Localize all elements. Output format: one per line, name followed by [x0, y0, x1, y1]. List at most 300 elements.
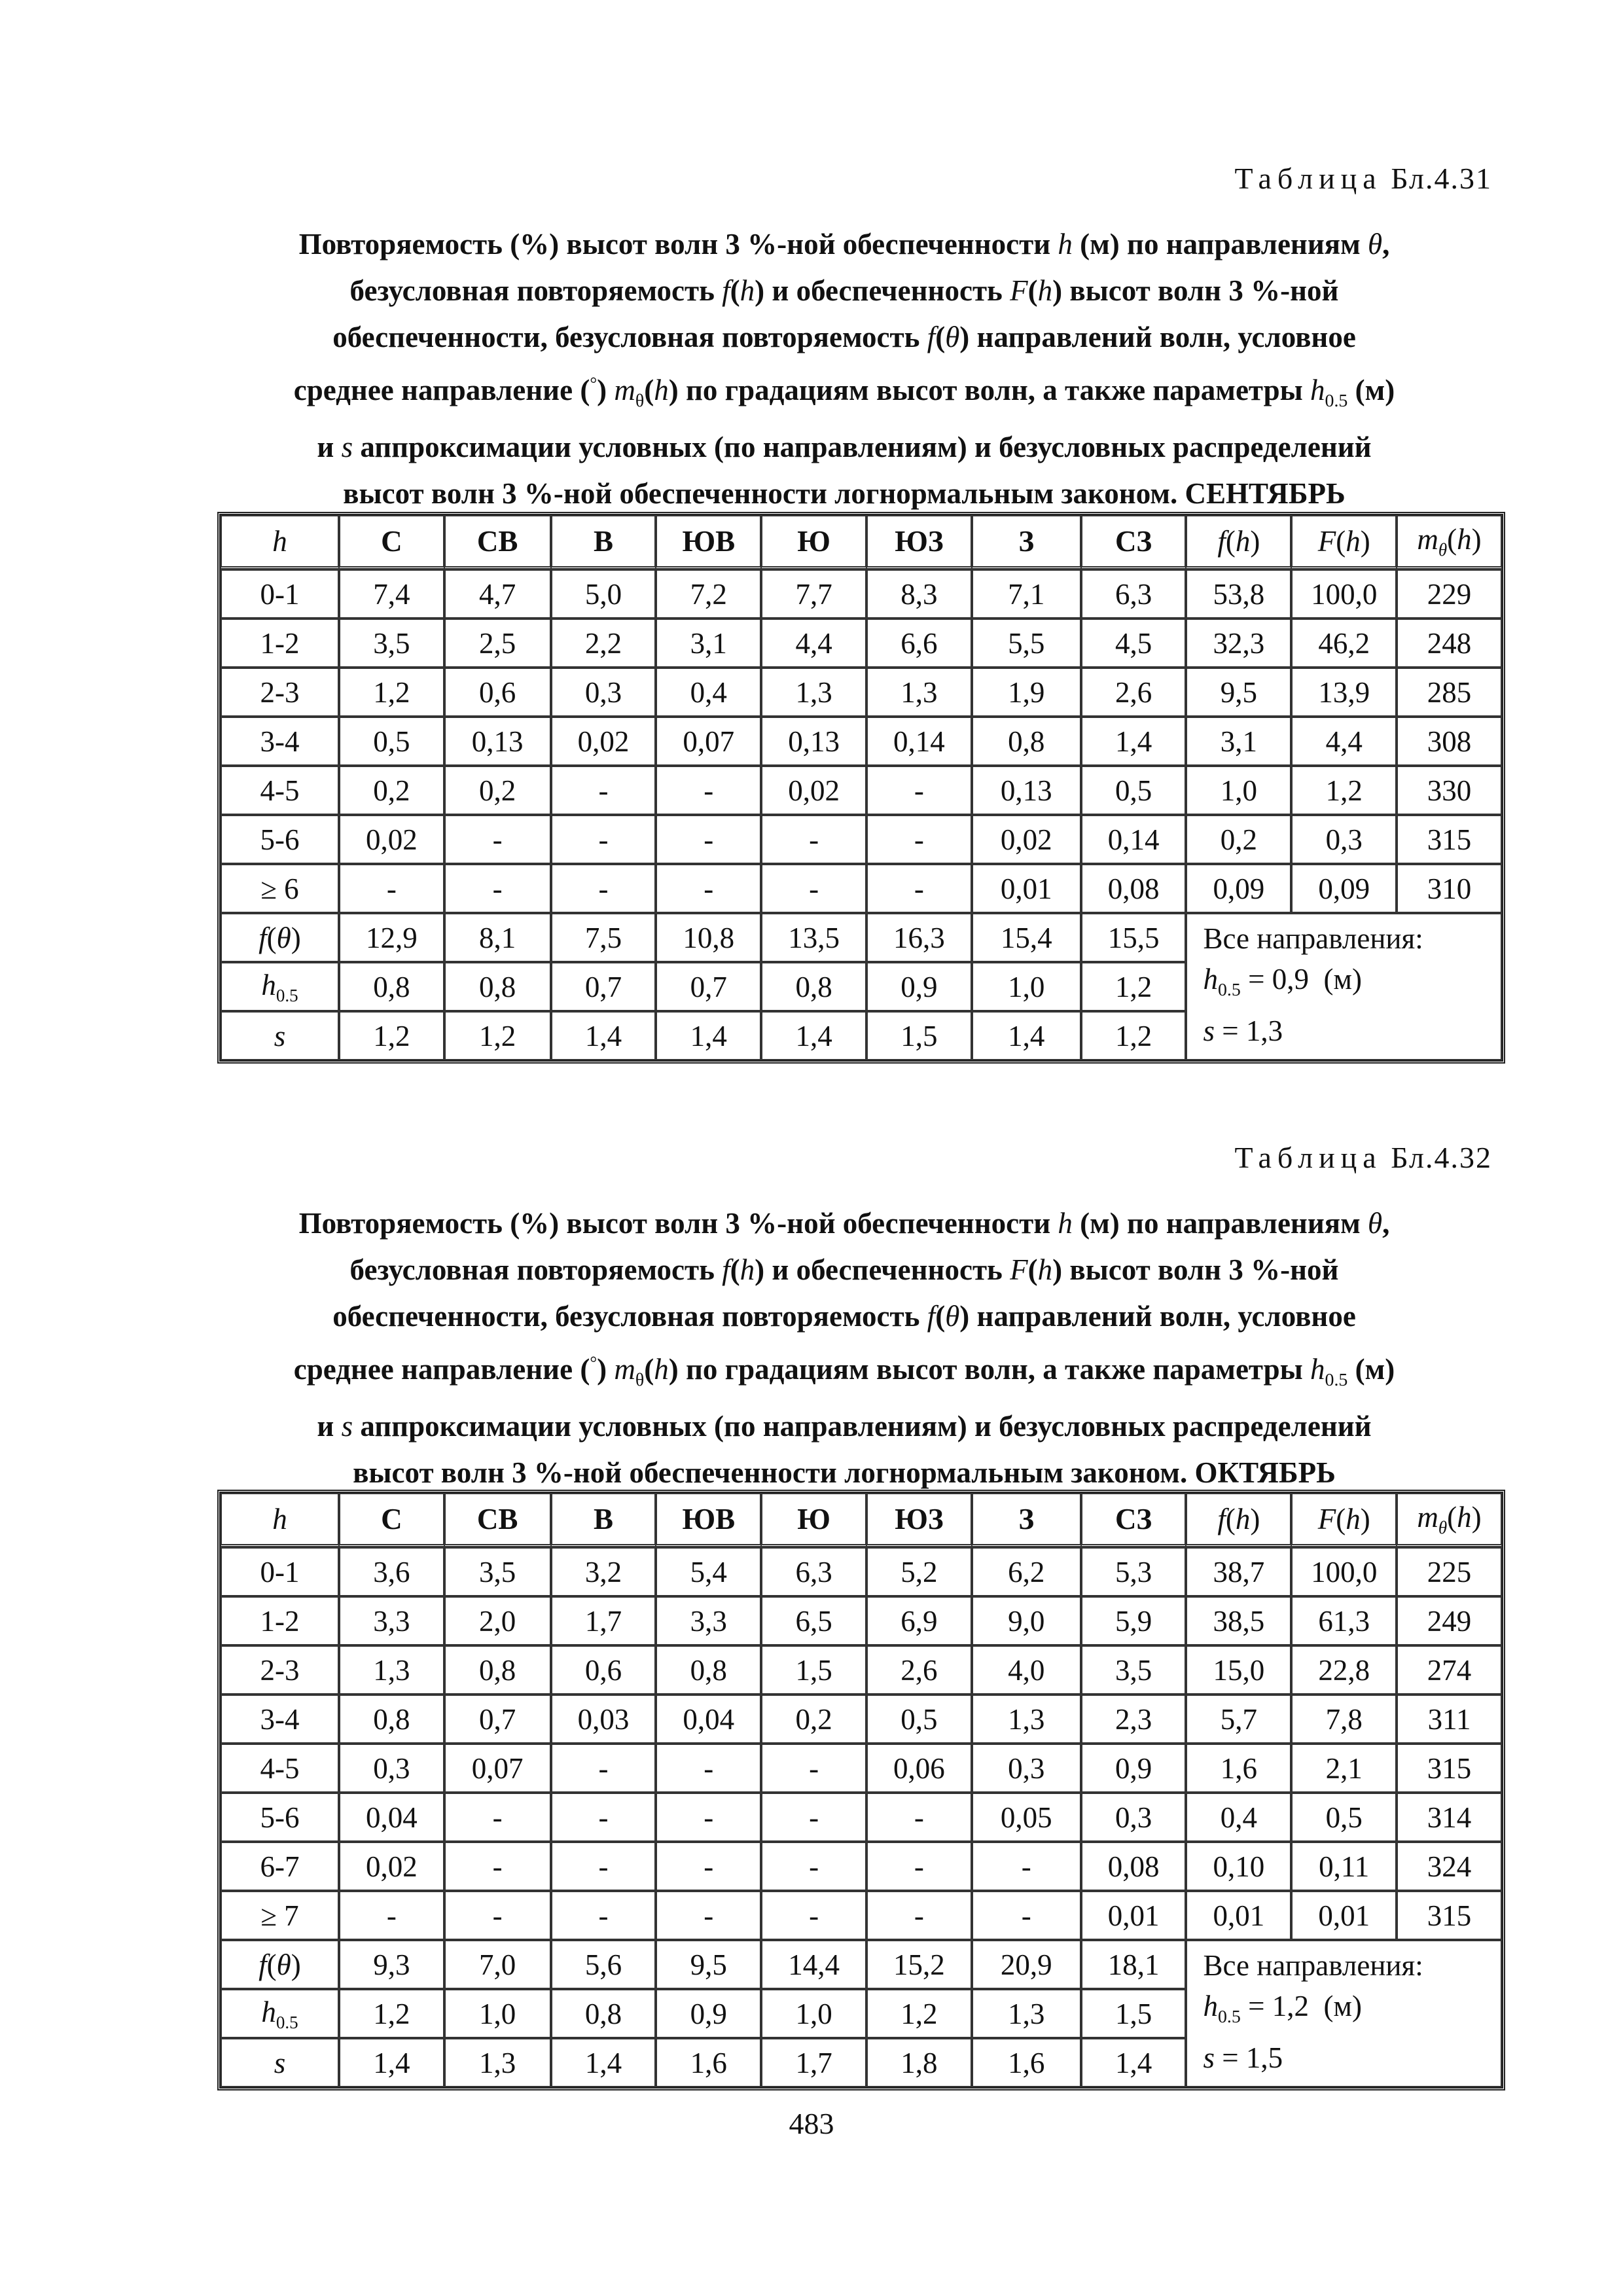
- table-caption: Повторяемость (%) высот волн 3 %-ной обеспеченности h (м) по направлениям θ, безусловная повторяемость f(h) и обеспеченность F(h) высот волн 3 %-ной обеспеченности, безусловная повторяемость f(θ) направлений волн, условное среднее направление (°) $m_\theta(h)$ по градациям высот волн, а также параметры $h_{0.5}$ (м) и s аппроксимации условных (по направлениям) и безусловных распределений высот волн 3 %-ной обеспеченности логнормальным законом. СЕНТЯБРЬ: [293, 228, 1395, 510]
- table-cell: 7,2: [656, 569, 761, 619]
- caption-text: аппроксимации условных (по направлениям) и безусловных распределений: [360, 1410, 1372, 1443]
- column-header: З: [972, 515, 1081, 569]
- table-cell: 1,4: [551, 2038, 656, 2087]
- caption-text: по градациям высот волн, а также параметры: [686, 374, 1303, 406]
- table-cell: 3,3: [656, 1596, 761, 1645]
- table-cell: 0,02: [339, 1842, 444, 1891]
- table-cell: 308: [1397, 717, 1502, 766]
- table-cell: -: [339, 1891, 444, 1940]
- table-cell: 0,3: [1081, 1793, 1186, 1842]
- table-cell: 0,6: [444, 668, 551, 717]
- column-header: СВ: [444, 1493, 551, 1547]
- table-row: [221, 1793, 1502, 1842]
- table-cell: 0,8: [761, 962, 866, 1011]
- table-cell: 5,3: [1081, 1547, 1186, 1596]
- table-cell: 0,08: [1081, 864, 1186, 913]
- table-cell: -: [761, 864, 866, 913]
- table-row: [221, 619, 1502, 668]
- table-cell: 1,8: [866, 2038, 972, 2087]
- all-directions-unit: (м): [1323, 1990, 1362, 2022]
- table-cell: -: [551, 1842, 656, 1891]
- table-cell: 1,6: [656, 2038, 761, 2087]
- table-cell: 0,04: [656, 1695, 761, 1744]
- table-cell: 0,8: [656, 1645, 761, 1695]
- table-cell: 18,1: [1081, 1940, 1186, 1989]
- table-cell: 6,3: [761, 1547, 866, 1596]
- row-height-class: 3-4: [221, 717, 339, 766]
- table-row: [221, 1744, 1502, 1793]
- column-header: В: [551, 1493, 656, 1547]
- table-cell: 0,3: [339, 1744, 444, 1793]
- table-cell: 0,07: [656, 717, 761, 766]
- table-cell: 1,3: [972, 1989, 1081, 2038]
- table-cell: 3,5: [1081, 1645, 1186, 1695]
- table-cell: 249: [1397, 1596, 1502, 1645]
- table-cell: 314: [1397, 1793, 1502, 1842]
- table-cell: 1,4: [656, 1011, 761, 1060]
- table-cell: 315: [1397, 815, 1502, 864]
- table-cell: 1,7: [761, 2038, 866, 2087]
- table-cell: 1,0: [972, 962, 1081, 1011]
- all-directions-note: Все направления: $h_{0.5} = 1,2$ (м) s = 1,5: [1186, 1940, 1502, 2087]
- column-header: ЮЗ: [866, 515, 972, 569]
- table-label-prefix: Таблица: [1234, 162, 1382, 195]
- caption-text: направлений волн, условное: [976, 1300, 1356, 1333]
- table-cell: 0,8: [444, 1645, 551, 1695]
- caption-text: высот волн 3 %-ной: [1069, 274, 1339, 307]
- row-height-class: 6-7: [221, 1842, 339, 1891]
- table-cell: 5,5: [972, 619, 1081, 668]
- table-cell: 0,06: [866, 1744, 972, 1793]
- caption-text: (м): [1355, 1353, 1395, 1386]
- caption-text: обеспеченности, безусловная повторяемость: [332, 1300, 920, 1333]
- table-label: [1234, 161, 1492, 196]
- table-caption: Повторяемость (%) высот волн 3 %-ной обеспеченности h (м) по направлениям θ, безусловная повторяемость f(h) и обеспеченность F(h) высот волн 3 %-ной обеспеченности, безусловная повторяемость f(θ) направлений волн, условное среднее направление (°) $m_\theta(h)$ по градациям высот волн, а также параметры $h_{0.5}$ (м) и s аппроксимации условных (по направлениям) и безусловных распределений высот волн 3 %-ной обеспеченности логнормальным законом. ОКТЯБРЬ: [293, 1207, 1395, 1489]
- table-cell: 0,07: [444, 1744, 551, 1793]
- table-cell: 324: [1397, 1842, 1502, 1891]
- table-cell: -: [866, 1793, 972, 1842]
- table-cell: 0,5: [1081, 766, 1186, 815]
- column-header: f(h): [1186, 1493, 1291, 1547]
- table-cell: 1,7: [551, 1596, 656, 1645]
- summary-label: f(θ): [221, 1940, 339, 1989]
- table-cell: 1,2: [866, 1989, 972, 2038]
- caption-text: Повторяемость (%) высот волн 3 %-ной обеспеченности: [298, 228, 1051, 260]
- table-cell: 0,09: [1186, 864, 1291, 913]
- table-cell: 0,3: [972, 1744, 1081, 1793]
- table-cell: 46,2: [1291, 619, 1397, 668]
- table-cell: -: [761, 815, 866, 864]
- table-cell: 1,6: [972, 2038, 1081, 2087]
- table-cell: 7,7: [761, 569, 866, 619]
- caption-text: и обеспеченность: [772, 1253, 1003, 1286]
- table-cell: -: [656, 766, 761, 815]
- table-cell: -: [551, 766, 656, 815]
- table-row: [221, 1695, 1502, 1744]
- table-cell: 0,08: [1081, 1842, 1186, 1891]
- table-cell: 0,11: [1291, 1842, 1397, 1891]
- column-header: СЗ: [1081, 1493, 1186, 1547]
- table-cell: 5,6: [551, 1940, 656, 1989]
- table-cell: 225: [1397, 1547, 1502, 1596]
- table-cell: 0,09: [1291, 864, 1397, 913]
- table-cell: 0,4: [656, 668, 761, 717]
- table-cell: 4,5: [1081, 619, 1186, 668]
- caption-text: (м): [1355, 374, 1395, 406]
- table-cell: 5,4: [656, 1547, 761, 1596]
- caption-text: Повторяемость (%) высот волн 3 %-ной обеспеченности: [298, 1207, 1051, 1240]
- table-cell: 6,5: [761, 1596, 866, 1645]
- summary-label: s: [221, 1011, 339, 1060]
- table-cell: -: [761, 1891, 866, 1940]
- table-cell: 1,4: [972, 1011, 1081, 1060]
- table-cell: 0,7: [656, 962, 761, 1011]
- table-cell: -: [444, 1891, 551, 1940]
- row-height-class: 2-3: [221, 668, 339, 717]
- table-cell: 20,9: [972, 1940, 1081, 1989]
- table-row: [221, 717, 1502, 766]
- table-cell: 0,9: [1081, 1744, 1186, 1793]
- table-cell: 310: [1397, 864, 1502, 913]
- table-cell: -: [656, 1793, 761, 1842]
- table-cell: 0,2: [444, 766, 551, 815]
- page-number: 483: [789, 2107, 834, 2140]
- table-cell: 5,7: [1186, 1695, 1291, 1744]
- caption-text: безусловная повторяемость: [349, 274, 715, 307]
- table-cell: -: [444, 1793, 551, 1842]
- table-cell: 1,5: [866, 1011, 972, 1060]
- caption-text: и обеспеченность: [772, 274, 1003, 307]
- table-cell: 15,2: [866, 1940, 972, 1989]
- column-header: ЮВ: [656, 1493, 761, 1547]
- row-height-class: 1-2: [221, 1596, 339, 1645]
- table-cell: 0,02: [972, 815, 1081, 864]
- table-cell: 0,13: [761, 717, 866, 766]
- table-cell: 6,3: [1081, 569, 1186, 619]
- column-header: С: [339, 515, 444, 569]
- table-cell: 5,2: [866, 1547, 972, 1596]
- table-cell: -: [551, 815, 656, 864]
- table-cell: 0,5: [339, 717, 444, 766]
- table-cell: 1,2: [1081, 1011, 1186, 1060]
- table-cell: 4,4: [761, 619, 866, 668]
- table-cell: 1,3: [339, 1645, 444, 1695]
- table-row: [221, 1547, 1502, 1596]
- column-header: h: [221, 515, 339, 569]
- all-directions-unit: (м): [1323, 963, 1362, 996]
- table-cell: 8,3: [866, 569, 972, 619]
- table-row: [221, 1842, 1502, 1891]
- table-cell: 0,01: [1186, 1891, 1291, 1940]
- summary-label: f(θ): [221, 913, 339, 962]
- column-header: f(h): [1186, 515, 1291, 569]
- table-cell: -: [761, 1744, 866, 1793]
- table-cell: 2,2: [551, 619, 656, 668]
- table-number: Бл.4.31: [1391, 162, 1492, 195]
- caption-text: высот волн 3 %-ной: [1069, 1253, 1339, 1286]
- table-cell: 32,3: [1186, 619, 1291, 668]
- row-height-class: 0-1: [221, 569, 339, 619]
- table-cell: 1,4: [339, 2038, 444, 2087]
- row-height-class: 1-2: [221, 619, 339, 668]
- summary-label: $h_{0.5}$: [221, 962, 339, 1011]
- column-header: С: [339, 1493, 444, 1547]
- caption-text: ): [597, 1353, 607, 1386]
- table-cell: 1,4: [551, 1011, 656, 1060]
- table-cell: 0,2: [761, 1695, 866, 1744]
- data-table: [217, 1490, 1505, 2090]
- table-cell: 53,8: [1186, 569, 1291, 619]
- table-row: [221, 864, 1502, 913]
- table-cell: 15,0: [1186, 1645, 1291, 1695]
- table-cell: 1,0: [444, 1989, 551, 2038]
- table-cell: 285: [1397, 668, 1502, 717]
- column-header: З: [972, 1493, 1081, 1547]
- table-cell: 13,5: [761, 913, 866, 962]
- table-cell: 0,10: [1186, 1842, 1291, 1891]
- table-cell: 100,0: [1291, 569, 1397, 619]
- summary-label: s: [221, 2038, 339, 2087]
- all-directions-note: Все направления: $h_{0.5} = 0,9$ (м) s = 1,3: [1186, 913, 1502, 1060]
- header-row: [221, 1493, 1502, 1547]
- caption-text: (м) по направлениям: [1080, 1207, 1361, 1240]
- summary-row: [221, 913, 1502, 962]
- table-cell: 0,8: [444, 962, 551, 1011]
- table-cell: -: [866, 864, 972, 913]
- table-cell: -: [761, 1793, 866, 1842]
- table-cell: 4,4: [1291, 717, 1397, 766]
- column-header: $m_\theta(h)$: [1397, 515, 1502, 569]
- table-cell: 0,03: [551, 1695, 656, 1744]
- table-cell: 0,5: [866, 1695, 972, 1744]
- table-cell: 3,3: [339, 1596, 444, 1645]
- table-cell: 315: [1397, 1891, 1502, 1940]
- table-cell: 0,8: [339, 1695, 444, 1744]
- table-cell: 0,14: [1081, 815, 1186, 864]
- table-cell: 0,8: [339, 962, 444, 1011]
- table-cell: 5,0: [551, 569, 656, 619]
- table-cell: 0,05: [972, 1793, 1081, 1842]
- table-cell: 0,8: [972, 717, 1081, 766]
- table-cell: 0,14: [866, 717, 972, 766]
- table-cell: 1,2: [339, 1989, 444, 2038]
- all-directions-h05: = 0,9: [1248, 963, 1309, 996]
- column-header: СВ: [444, 515, 551, 569]
- caption-text: и: [317, 1410, 334, 1443]
- table-cell: 9,5: [1186, 668, 1291, 717]
- table-cell: 0,04: [339, 1793, 444, 1842]
- caption-text: направлений волн, условное: [976, 321, 1356, 353]
- table-cell: 0,4: [1186, 1793, 1291, 1842]
- table-cell: 0,5: [1291, 1793, 1397, 1842]
- table-row: [221, 766, 1502, 815]
- column-header: В: [551, 515, 656, 569]
- table-cell: 1,2: [339, 1011, 444, 1060]
- table-cell: 0,13: [444, 717, 551, 766]
- table-cell: 315: [1397, 1744, 1502, 1793]
- column-header: $m_\theta(h)$: [1397, 1493, 1502, 1547]
- table-row: [221, 815, 1502, 864]
- table-row: [221, 1891, 1502, 1940]
- table-cell: 1,0: [761, 1989, 866, 2038]
- table-row: [221, 1596, 1502, 1645]
- caption-text: (м) по направлениям: [1080, 228, 1361, 260]
- table-cell: -: [656, 1744, 761, 1793]
- table-cell: -: [551, 1793, 656, 1842]
- table-cell: 3,5: [339, 619, 444, 668]
- table-cell: -: [866, 815, 972, 864]
- table-cell: 3,1: [656, 619, 761, 668]
- caption-text: среднее направление (: [293, 374, 590, 406]
- table-cell: 6,2: [972, 1547, 1081, 1596]
- table-cell: 330: [1397, 766, 1502, 815]
- table-cell: 2,5: [444, 619, 551, 668]
- table-cell: 16,3: [866, 913, 972, 962]
- row-height-class: 0-1: [221, 1547, 339, 1596]
- table-cell: 311: [1397, 1695, 1502, 1744]
- table-cell: 0,01: [972, 864, 1081, 913]
- column-header: Ю: [761, 515, 866, 569]
- column-header: СЗ: [1081, 515, 1186, 569]
- table-cell: 1,2: [339, 668, 444, 717]
- table-cell: -: [444, 1842, 551, 1891]
- table-cell: 5,9: [1081, 1596, 1186, 1645]
- table-cell: 1,3: [761, 668, 866, 717]
- all-directions-h05: = 1,2: [1248, 1990, 1309, 2022]
- table-cell: 1,3: [444, 2038, 551, 2087]
- table-cell: 0,9: [866, 962, 972, 1011]
- table-cell: 38,5: [1186, 1596, 1291, 1645]
- column-header: F(h): [1291, 1493, 1397, 1547]
- table-cell: -: [656, 1891, 761, 1940]
- table-cell: 0,01: [1081, 1891, 1186, 1940]
- table-cell: 6,9: [866, 1596, 972, 1645]
- table-cell: 7,5: [551, 913, 656, 962]
- all-directions-title: Все направления:: [1203, 922, 1423, 955]
- table-cell: 2,6: [1081, 668, 1186, 717]
- table-cell: 2,0: [444, 1596, 551, 1645]
- caption-text: по градациям высот волн, а также параметры: [686, 1353, 1303, 1386]
- table-cell: 7,8: [1291, 1695, 1397, 1744]
- table-cell: -: [761, 1842, 866, 1891]
- table-cell: 274: [1397, 1645, 1502, 1695]
- table-cell: 2,3: [1081, 1695, 1186, 1744]
- column-header: ЮВ: [656, 515, 761, 569]
- caption-text: аппроксимации условных (по направлениям) и безусловных распределений: [360, 431, 1372, 463]
- table-label: [1234, 1140, 1492, 1175]
- caption-text: высот волн 3 %-ной обеспеченности логнормальным законом. СЕНТЯБРЬ: [343, 477, 1346, 510]
- table-cell: 7,1: [972, 569, 1081, 619]
- table-cell: 9,0: [972, 1596, 1081, 1645]
- table-cell: 61,3: [1291, 1596, 1397, 1645]
- table-cell: 1,4: [1081, 2038, 1186, 2087]
- table-row: [221, 569, 1502, 619]
- row-height-class: 4-5: [221, 766, 339, 815]
- table-cell: 10,8: [656, 913, 761, 962]
- table-cell: 15,5: [1081, 913, 1186, 962]
- caption-text: безусловная повторяемость: [349, 1253, 715, 1286]
- all-directions-s: = 1,3: [1222, 1014, 1283, 1047]
- table-cell: -: [551, 1891, 656, 1940]
- table-cell: 0,7: [444, 1695, 551, 1744]
- table-cell: 7,4: [339, 569, 444, 619]
- table-cell: 0,3: [551, 668, 656, 717]
- table-cell: 1,4: [761, 1011, 866, 1060]
- table-cell: 6,6: [866, 619, 972, 668]
- table-cell: 1,9: [972, 668, 1081, 717]
- table-cell: 1,4: [1081, 717, 1186, 766]
- table-cell: 38,7: [1186, 1547, 1291, 1596]
- table-cell: 2,1: [1291, 1744, 1397, 1793]
- table-cell: 0,02: [761, 766, 866, 815]
- column-header: Ю: [761, 1493, 866, 1547]
- table-cell: 0,2: [339, 766, 444, 815]
- summary-label: $h_{0.5}$: [221, 1989, 339, 2038]
- table-cell: -: [444, 864, 551, 913]
- summary-row: [221, 1940, 1502, 1989]
- table-cell: 100,0: [1291, 1547, 1397, 1596]
- table-cell: 1,3: [972, 1695, 1081, 1744]
- table-cell: -: [866, 766, 972, 815]
- table-cell: 0,7: [551, 962, 656, 1011]
- row-height-class: ≥ 7: [221, 1891, 339, 1940]
- table-cell: 1,2: [1081, 962, 1186, 1011]
- table-cell: 2,6: [866, 1645, 972, 1695]
- table-cell: 0,9: [656, 1989, 761, 2038]
- table-cell: -: [866, 1891, 972, 1940]
- table-cell: 3,5: [444, 1547, 551, 1596]
- table-cell: 13,9: [1291, 668, 1397, 717]
- table-cell: 1,5: [761, 1645, 866, 1695]
- table-cell: 22,8: [1291, 1645, 1397, 1695]
- table-cell: -: [339, 864, 444, 913]
- table-cell: 1,2: [444, 1011, 551, 1060]
- table-row: [221, 1645, 1502, 1695]
- caption-text: среднее направление (: [293, 1353, 590, 1386]
- header-row: [221, 515, 1502, 569]
- table-cell: 3,6: [339, 1547, 444, 1596]
- table-cell: 248: [1397, 619, 1502, 668]
- all-directions-title: Все направления:: [1203, 1949, 1423, 1982]
- table-cell: 0,6: [551, 1645, 656, 1695]
- table-label-prefix: Таблица: [1234, 1141, 1382, 1174]
- table-cell: -: [444, 815, 551, 864]
- row-height-class: 5-6: [221, 1793, 339, 1842]
- table-cell: 1,3: [866, 668, 972, 717]
- table-cell: 9,5: [656, 1940, 761, 1989]
- row-height-class: 4-5: [221, 1744, 339, 1793]
- table-cell: 0,3: [1291, 815, 1397, 864]
- table-cell: 8,1: [444, 913, 551, 962]
- table-cell: 4,7: [444, 569, 551, 619]
- table-cell: 3,2: [551, 1547, 656, 1596]
- table-cell: 1,2: [1291, 766, 1397, 815]
- row-height-class: 5-6: [221, 815, 339, 864]
- table-cell: 0,2: [1186, 815, 1291, 864]
- table-cell: 7,0: [444, 1940, 551, 1989]
- column-header: F(h): [1291, 515, 1397, 569]
- column-header: ЮЗ: [866, 1493, 972, 1547]
- table-cell: 0,8: [551, 1989, 656, 2038]
- table-cell: -: [656, 815, 761, 864]
- row-height-class: ≥ 6: [221, 864, 339, 913]
- table-cell: -: [551, 1744, 656, 1793]
- table-cell: 12,9: [339, 913, 444, 962]
- table-row: [221, 668, 1502, 717]
- table-cell: 15,4: [972, 913, 1081, 962]
- all-directions-s: = 1,5: [1222, 2041, 1283, 2074]
- table-cell: -: [656, 864, 761, 913]
